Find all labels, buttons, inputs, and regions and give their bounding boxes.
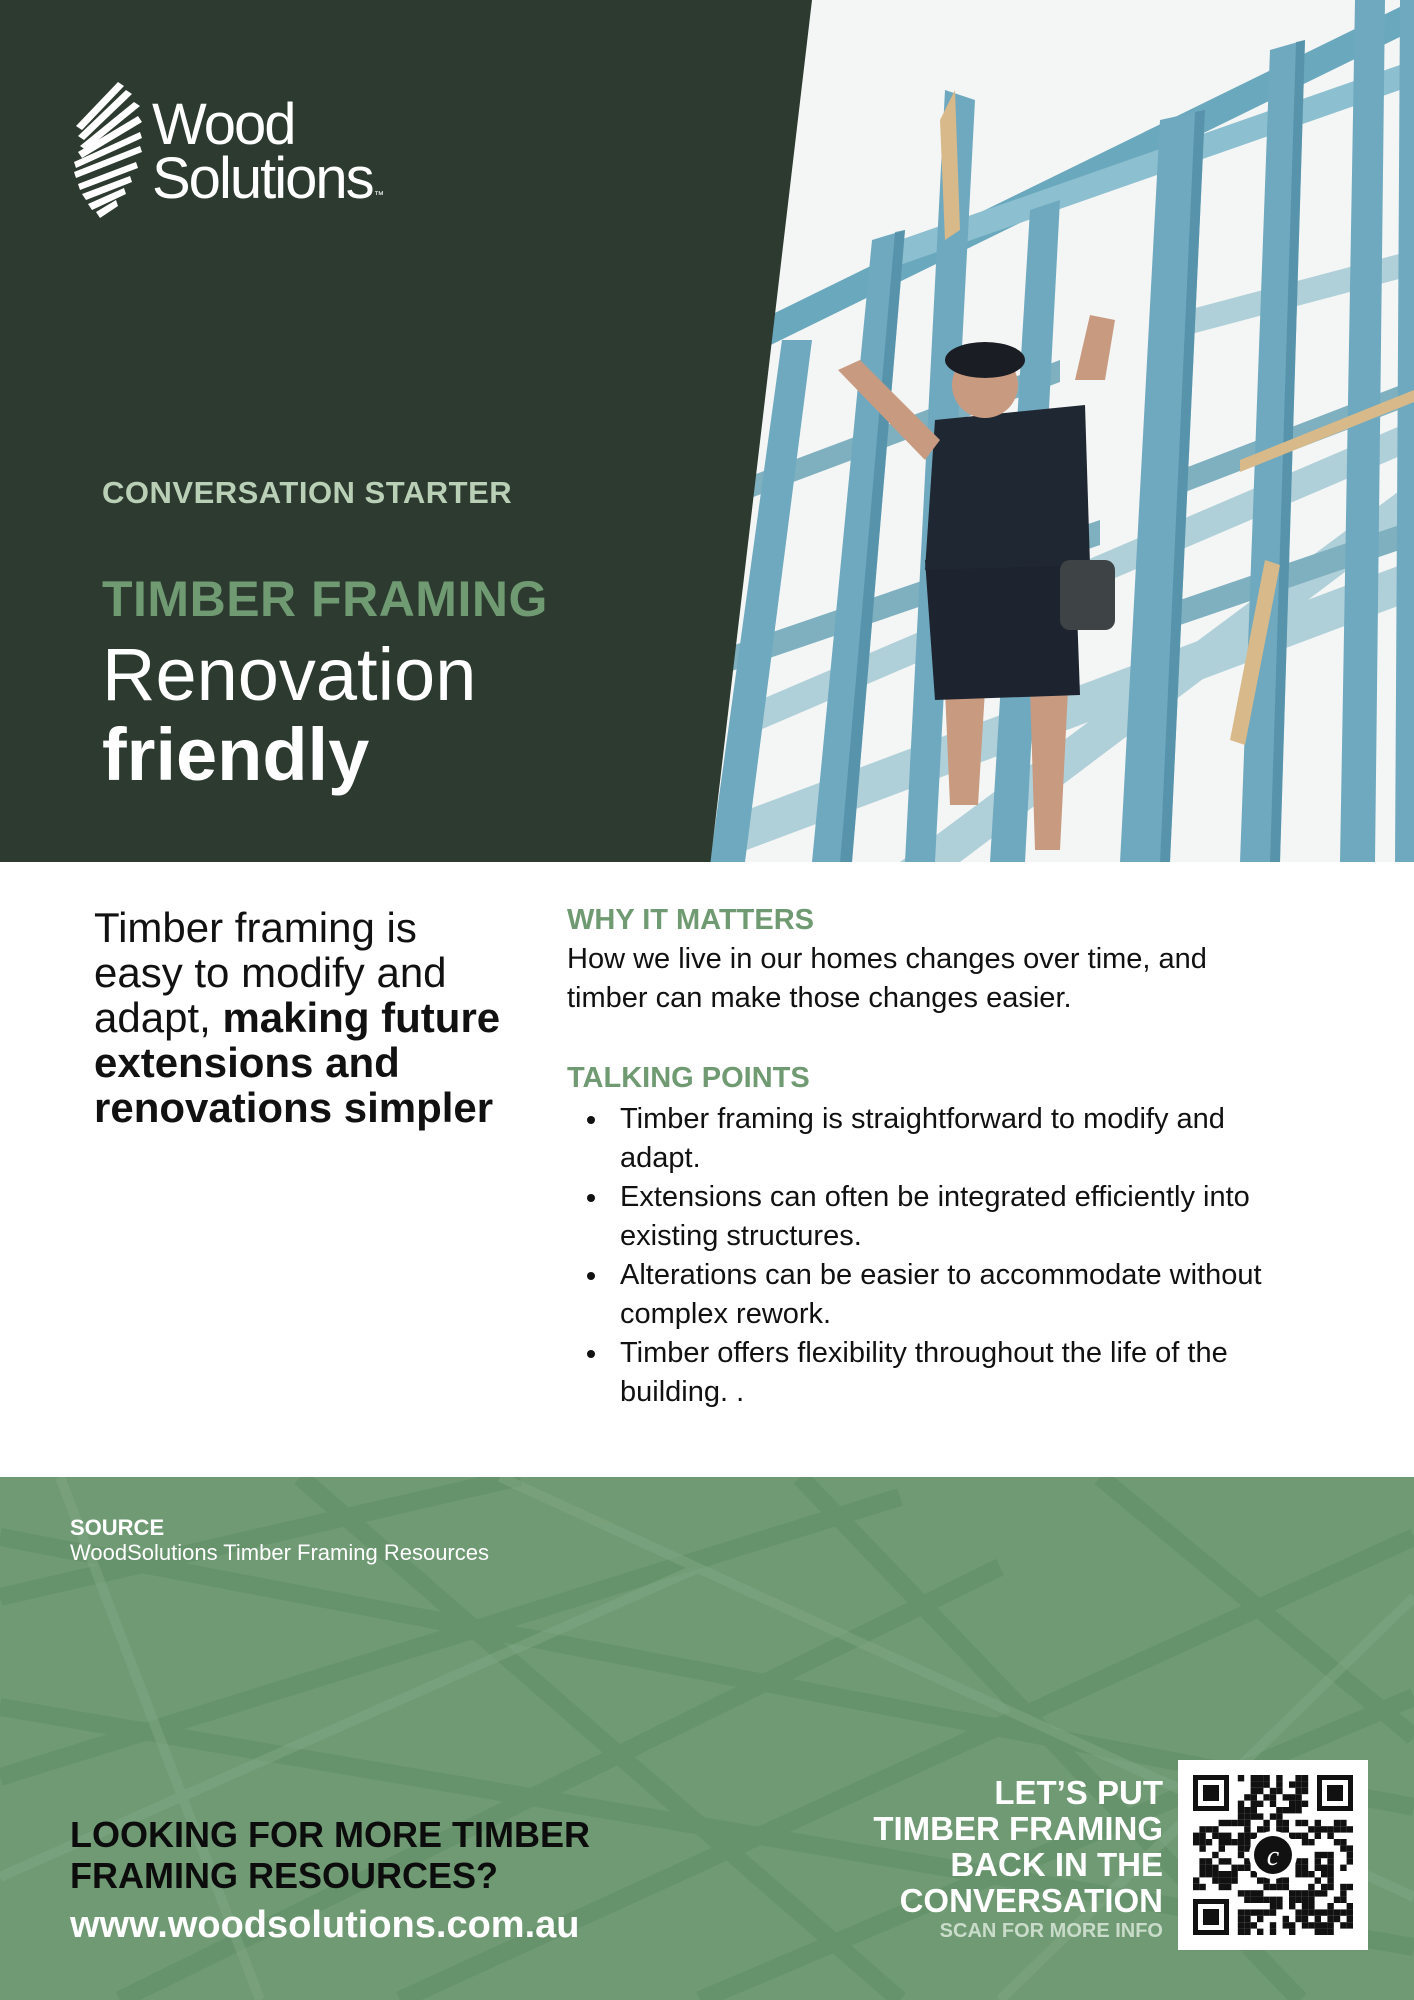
source-label: SOURCE	[70, 1515, 165, 1540]
callout-line: BACK IN THE	[950, 1846, 1163, 1883]
callout-line: LET’S PUT	[994, 1774, 1163, 1811]
lead-bold-text: making future extensions and renovations simpler	[94, 994, 501, 1131]
logo-swirl-icon	[70, 80, 150, 220]
info-column	[567, 902, 1287, 1412]
talking-point	[567, 1178, 1287, 1256]
bullet-icon	[587, 1350, 595, 1358]
conversation-starter-label: CONVERSATION STARTER	[102, 475, 513, 510]
bullet-icon	[587, 1194, 595, 1202]
talking-point-text: Timber framing is straightforward to modify and adapt.	[620, 1103, 1225, 1174]
woodsolutions-logo[interactable]	[70, 80, 390, 220]
bullet-icon	[587, 1116, 595, 1124]
talking-point-text: Extensions can often be integrated efficiently into existing structures.	[620, 1181, 1250, 1252]
footer-section	[0, 1477, 1414, 2000]
source-text: WoodSolutions Timber Framing Resources	[70, 1540, 489, 1565]
hero-section	[0, 0, 1414, 862]
talking-points-list	[567, 1100, 1287, 1412]
talking-point-text: Timber offers flexibility throughout the life of the building. .	[620, 1337, 1228, 1408]
logo-word-wood: Wood	[152, 92, 295, 157]
why-it-matters-heading: WHY IT MATTERS	[567, 904, 815, 936]
callout-line: CONVERSATION	[899, 1882, 1163, 1919]
lead-statement	[94, 905, 514, 1130]
talking-point	[567, 1100, 1287, 1178]
headline-line-1: Renovation	[102, 633, 477, 716]
logo-trademark: ™	[374, 190, 384, 201]
talking-point-text: Alterations can be easier to accommodate without complex rework.	[620, 1259, 1262, 1330]
website-link[interactable]: www.woodsolutions.com.au	[70, 1904, 580, 1946]
bullet-icon	[587, 1272, 595, 1280]
qr-code[interactable]	[1178, 1760, 1368, 1950]
topic-title: TIMBER FRAMING	[102, 571, 548, 627]
talking-points-heading: TALKING POINTS	[567, 1062, 810, 1094]
headline-line-2: friendly	[102, 713, 370, 796]
scan-note: SCAN FOR MORE INFO	[939, 1920, 1163, 1942]
talking-point	[567, 1256, 1287, 1334]
talking-point	[567, 1334, 1287, 1412]
lead-regular-text: Timber framing is easy to modify and adapt,	[94, 904, 447, 1041]
callout-line: TIMBER FRAMING	[873, 1810, 1163, 1847]
logo-word-solutions: Solutions	[152, 146, 373, 211]
conversation-callout	[790, 1775, 1163, 1919]
more-resources-question: LOOKING FOR MORE TIMBER FRAMING RESOURCES?	[70, 1814, 590, 1896]
qr-center-logo: c	[1266, 1841, 1280, 1872]
why-it-matters-text: How we live in our homes changes over time, and timber can make those changes easier.	[567, 943, 1207, 1014]
qr-code-icon	[1193, 1775, 1353, 1935]
